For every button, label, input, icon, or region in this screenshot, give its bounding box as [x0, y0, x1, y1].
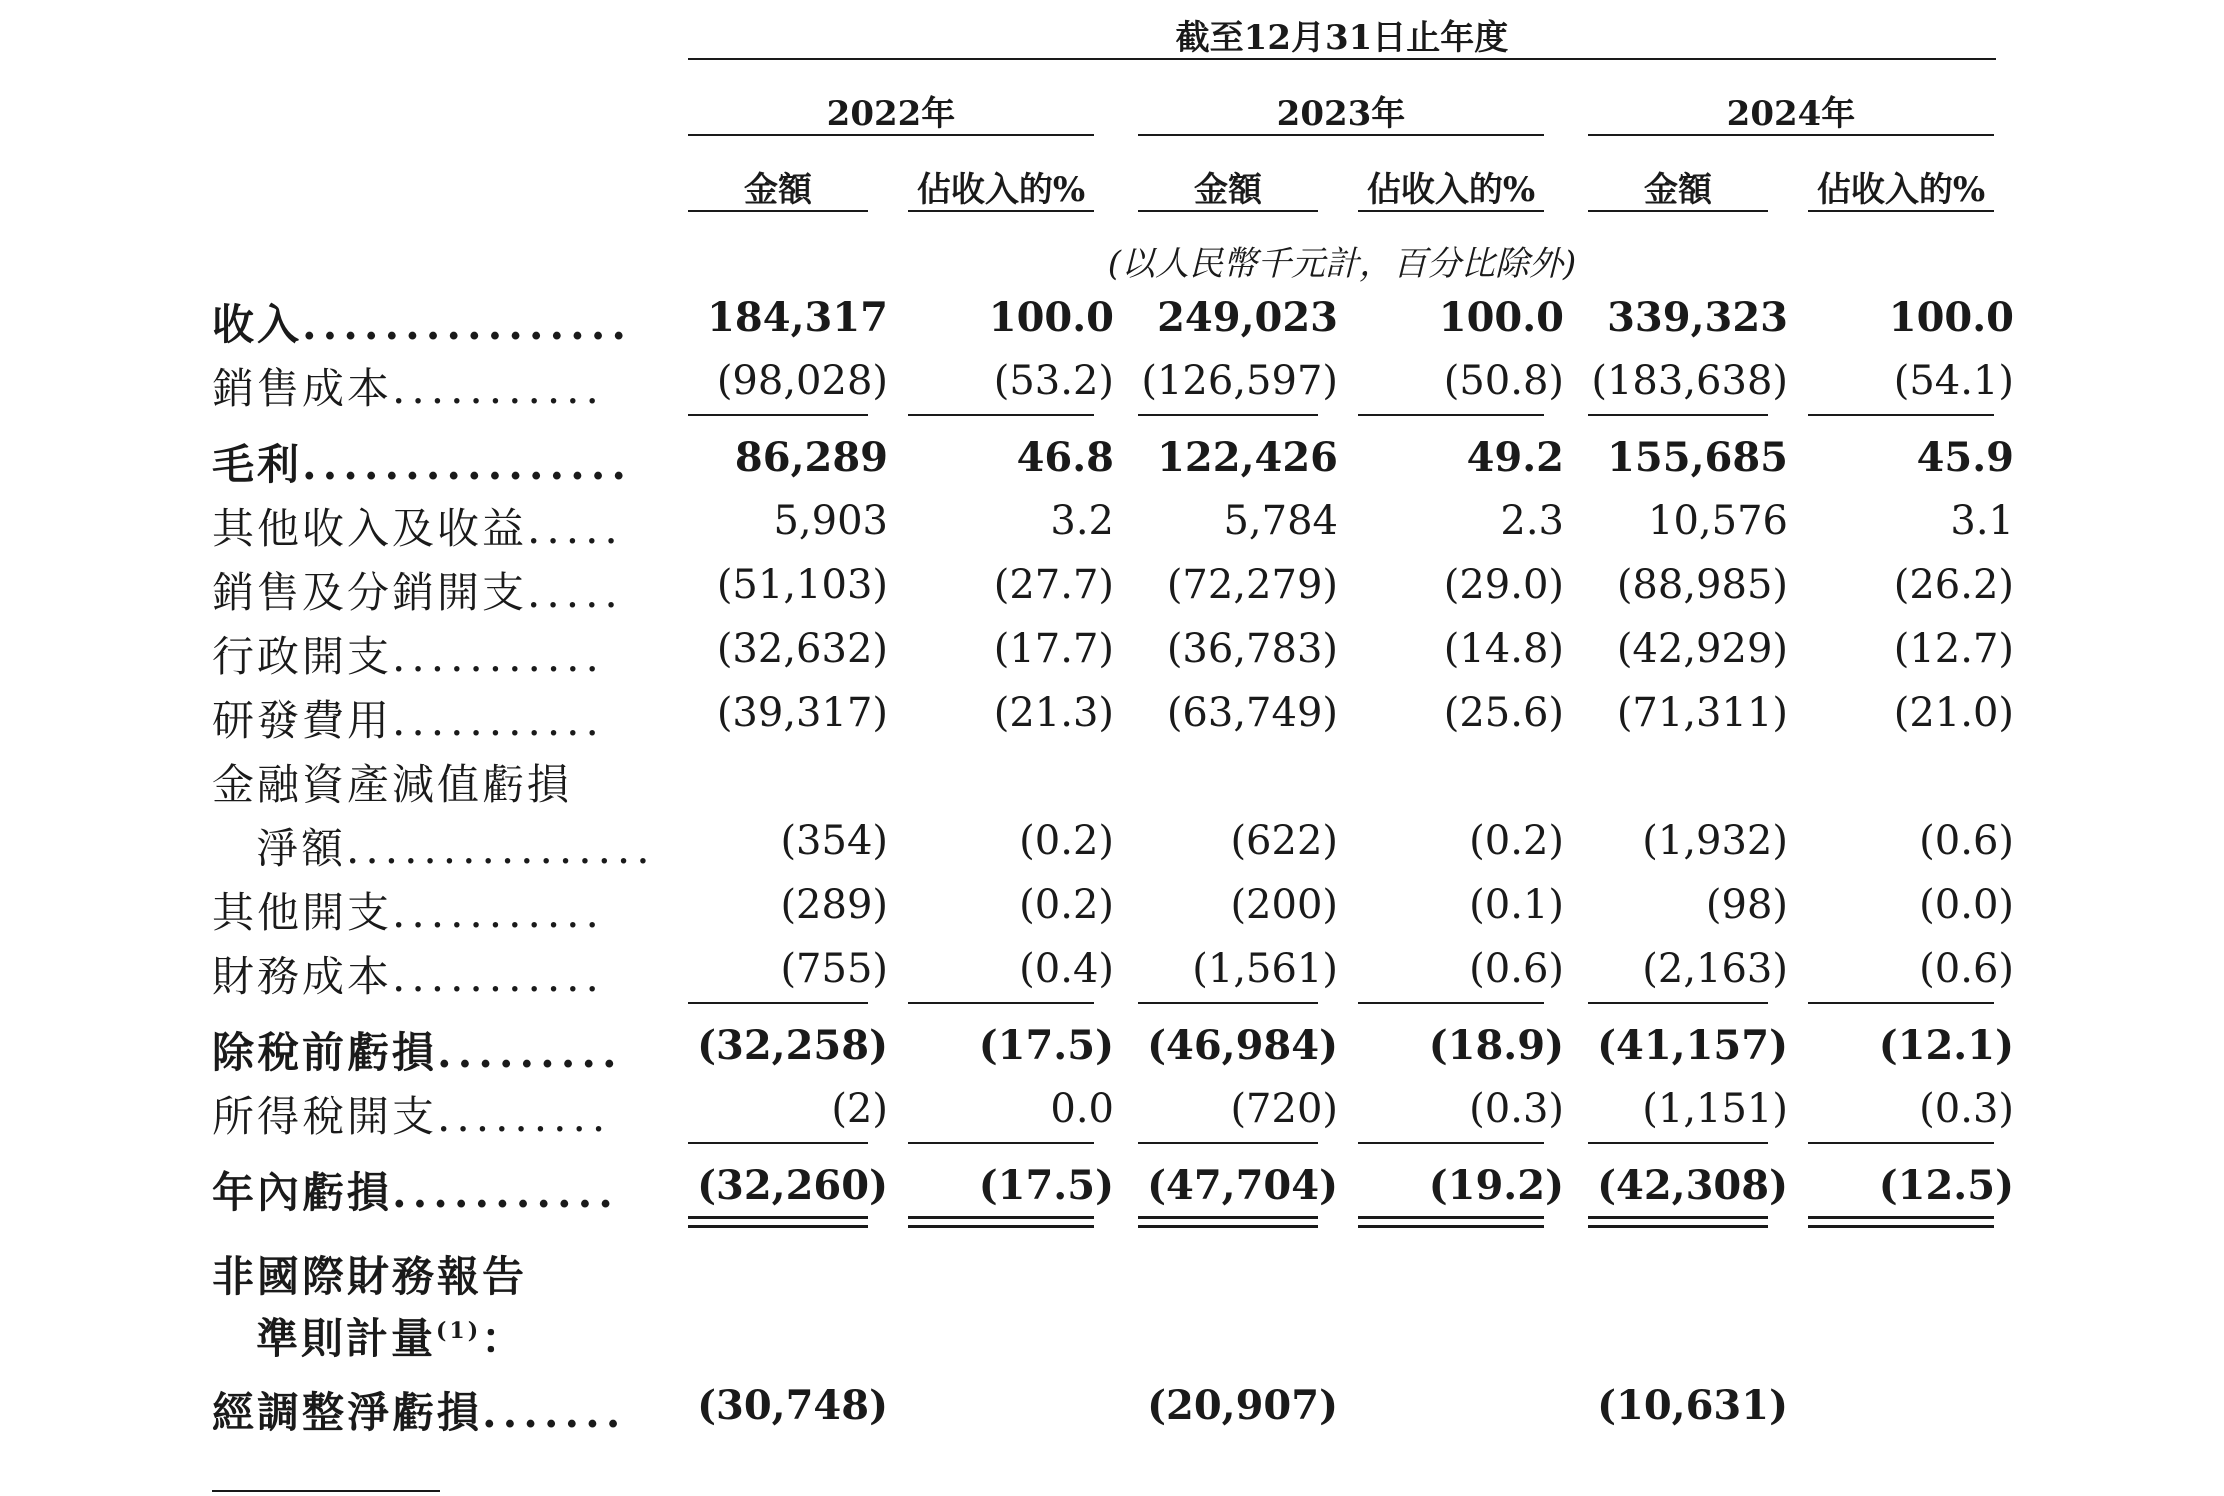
row-value: (39,317) — [716, 690, 888, 736]
row-value: (14.8) — [1443, 626, 1564, 672]
double-underline — [1358, 1216, 1544, 1228]
row-label-text: 研發費用 — [212, 696, 393, 745]
subtotal-underline — [908, 414, 1094, 416]
leader-dots: ........... — [392, 696, 605, 745]
label-suffix: ： — [481, 1314, 527, 1363]
row-label — [212, 560, 660, 620]
row-value: 122,426 — [1157, 434, 1338, 481]
row-value: (32,260) — [697, 1162, 888, 1209]
row-label-text: 所得稅開支 — [212, 1092, 438, 1141]
year-rule-2023 — [1138, 134, 1544, 136]
leader-dots: ..... — [527, 504, 624, 553]
row-value: (53.2) — [993, 358, 1114, 404]
row-label — [212, 944, 660, 1004]
row-value: (47,704) — [1147, 1162, 1338, 1209]
row-value: (720) — [1230, 1086, 1338, 1132]
row-value: (19.2) — [1428, 1162, 1564, 1209]
row-value: (12.5) — [1878, 1162, 2014, 1209]
leader-dots: ................ — [302, 300, 632, 349]
leader-dots: ........... — [392, 888, 605, 937]
row-value: 0.0 — [1050, 1086, 1114, 1132]
row-value: (32,258) — [697, 1022, 888, 1069]
row-value: (18.9) — [1428, 1022, 1564, 1069]
row-value: (29.0) — [1443, 562, 1564, 608]
row-label — [212, 292, 660, 352]
row-value: 3.1 — [1950, 498, 2014, 544]
row-value: (1,561) — [1192, 946, 1338, 992]
row-value: (12.7) — [1893, 626, 2014, 672]
row-value: (72,279) — [1166, 562, 1338, 608]
unit-note: (以人民幣千元計，百分比除外) — [1107, 244, 1577, 284]
row-value: 86,289 — [734, 434, 888, 481]
row-value: 155,685 — [1607, 434, 1788, 481]
row-value: (1,932) — [1642, 818, 1788, 864]
row-value: 339,323 — [1607, 294, 1788, 341]
row-label — [256, 816, 660, 876]
row-label-text: 其他收入及收益 — [212, 504, 528, 553]
row-label-text: 金融資產減值虧損 — [212, 760, 573, 809]
row-value: (17.7) — [993, 626, 1114, 672]
row-value: 100.0 — [988, 294, 1114, 341]
row-value: (2,163) — [1642, 946, 1788, 992]
col-rule — [1358, 210, 1544, 212]
row-value: (354) — [780, 818, 888, 864]
subtotal-underline — [1588, 1002, 1768, 1004]
row-value: (26.2) — [1893, 562, 2014, 608]
row-value: (2) — [831, 1086, 888, 1132]
col-rule — [908, 210, 1094, 212]
row-value: (27.7) — [993, 562, 1114, 608]
row-label-text: 銷售成本 — [212, 364, 393, 413]
row-value: (0.6) — [1919, 946, 2014, 992]
row-label-text: 毛利 — [212, 440, 303, 489]
row-value: 249,023 — [1157, 294, 1338, 341]
row-value: 10,576 — [1648, 498, 1788, 544]
leader-dots: ........... — [392, 632, 605, 681]
row-value: (0.2) — [1019, 818, 1114, 864]
row-value: (32,632) — [716, 626, 888, 672]
row-value: (17.5) — [978, 1022, 1114, 1069]
row-value: (50.8) — [1443, 358, 1564, 404]
leader-dots: ......... — [437, 1028, 623, 1077]
row-value: (1,151) — [1642, 1086, 1788, 1132]
leader-dots: ....... — [482, 1388, 627, 1437]
row-label — [212, 496, 660, 556]
double-underline — [1808, 1216, 1994, 1228]
row-value: (0.1) — [1469, 882, 1564, 928]
leader-dots: ................ — [346, 824, 656, 873]
year-rule-2022 — [688, 134, 1094, 136]
subtotal-underline — [1358, 1142, 1544, 1144]
subtotal-underline — [688, 414, 868, 416]
row-value: 45.9 — [1916, 434, 2014, 481]
col-amount-2024: 金額 — [1644, 170, 1712, 210]
double-underline — [1588, 1216, 1768, 1228]
row-label-text: 非國際財務報告 — [212, 1252, 528, 1301]
row-label-text: 銷售及分銷開支 — [212, 568, 528, 617]
subtotal-underline — [1588, 1142, 1768, 1144]
subtotal-underline — [908, 1142, 1094, 1144]
row-label — [212, 1380, 660, 1440]
row-label — [212, 1020, 660, 1080]
year-rule-2024 — [1588, 134, 1994, 136]
row-value: (12.1) — [1878, 1022, 2014, 1069]
col-pct-2023: 佔收入的% — [1366, 170, 1536, 210]
leader-dots: ........... — [392, 1168, 619, 1217]
row-value: (25.6) — [1443, 690, 1564, 736]
row-value: (0.3) — [1469, 1086, 1564, 1132]
subtotal-underline — [688, 1002, 868, 1004]
row-value: (289) — [780, 882, 888, 928]
col-rule — [1138, 210, 1318, 212]
row-value: (126,597) — [1141, 358, 1338, 404]
row-value: (51,103) — [716, 562, 888, 608]
row-value: (71,311) — [1616, 690, 1788, 736]
subtotal-underline — [1808, 1002, 1994, 1004]
row-value: (42,929) — [1616, 626, 1788, 672]
footnote-marker: (1) — [436, 1318, 482, 1344]
row-value: (46,984) — [1147, 1022, 1338, 1069]
row-value: (0.3) — [1919, 1086, 2014, 1132]
col-amount-2022: 金額 — [744, 170, 812, 210]
row-value: (183,638) — [1591, 358, 1788, 404]
row-value: 5,903 — [773, 498, 888, 544]
subtotal-underline — [1358, 1002, 1544, 1004]
row-value: 2.3 — [1500, 498, 1564, 544]
row-value: (63,749) — [1166, 690, 1338, 736]
row-value: 46.8 — [1016, 434, 1114, 481]
row-value: (88,985) — [1616, 562, 1788, 608]
row-value: (0.2) — [1469, 818, 1564, 864]
period-heading: 截至12月31日止年度 — [1175, 18, 1509, 58]
col-rule — [688, 210, 868, 212]
row-label-text: 年內虧損 — [212, 1168, 393, 1217]
row-label — [212, 1160, 660, 1220]
leader-dots: ........... — [392, 952, 605, 1001]
row-label-text: 其他開支 — [212, 888, 393, 937]
col-pct-2024: 佔收入的% — [1816, 170, 1986, 210]
col-amount-2023: 金額 — [1194, 170, 1262, 210]
row-label — [212, 1244, 660, 1304]
footnote-rule — [212, 1490, 440, 1492]
row-value: 3.2 — [1050, 498, 1114, 544]
subtotal-underline — [1588, 414, 1768, 416]
row-value: (98,028) — [716, 358, 888, 404]
row-value: (0.4) — [1019, 946, 1114, 992]
subtotal-underline — [1358, 414, 1544, 416]
double-underline — [1138, 1216, 1318, 1228]
row-label — [212, 624, 660, 684]
period-rule — [688, 58, 1996, 60]
subtotal-underline — [908, 1002, 1094, 1004]
row-value: 100.0 — [1438, 294, 1564, 341]
row-value: (0.6) — [1919, 818, 2014, 864]
row-value: (41,157) — [1597, 1022, 1788, 1069]
subtotal-underline — [1808, 414, 1994, 416]
row-value: 100.0 — [1888, 294, 2014, 341]
subtotal-underline — [1138, 1002, 1318, 1004]
row-value: (20,907) — [1147, 1382, 1338, 1429]
row-label-text: 財務成本 — [212, 952, 393, 1001]
row-label-text: 行政開支 — [212, 632, 393, 681]
row-value: 5,784 — [1223, 498, 1338, 544]
row-value: (54.1) — [1893, 358, 2014, 404]
row-value: (17.5) — [978, 1162, 1114, 1209]
row-value: (0.0) — [1919, 882, 2014, 928]
row-value: (21.0) — [1893, 690, 2014, 736]
row-label-text: 淨額 — [256, 824, 347, 873]
leader-dots: ........... — [392, 364, 605, 413]
subtotal-underline — [688, 1142, 868, 1144]
row-value: (36,783) — [1166, 626, 1338, 672]
col-rule — [1588, 210, 1768, 212]
row-label — [256, 1306, 660, 1366]
row-label — [212, 432, 660, 492]
year-heading-2022: 2022年 — [826, 94, 956, 134]
row-value: (10,631) — [1597, 1382, 1788, 1429]
subtotal-underline — [1138, 414, 1318, 416]
row-value: (0.2) — [1019, 882, 1114, 928]
row-label-text: 準則計量 — [256, 1314, 437, 1363]
col-rule — [1808, 210, 1994, 212]
row-value: 49.2 — [1466, 434, 1564, 481]
row-value: (200) — [1230, 882, 1338, 928]
row-label — [212, 1084, 660, 1144]
row-value: (30,748) — [697, 1382, 888, 1429]
subtotal-underline — [1138, 1142, 1318, 1144]
row-value: 184,317 — [707, 294, 888, 341]
row-value: (98) — [1705, 882, 1788, 928]
leader-dots: ................ — [302, 440, 632, 489]
row-label-text: 收入 — [212, 300, 303, 349]
row-label — [212, 688, 660, 748]
row-value: (622) — [1230, 818, 1338, 864]
row-label-text: 經調整淨虧損 — [212, 1388, 483, 1437]
double-underline — [688, 1216, 868, 1228]
year-heading-2023: 2023年 — [1276, 94, 1406, 134]
leader-dots: ......... — [437, 1092, 612, 1141]
row-value: (21.3) — [993, 690, 1114, 736]
year-heading-2024: 2024年 — [1726, 94, 1856, 134]
row-value: (42,308) — [1597, 1162, 1788, 1209]
row-value: (0.6) — [1469, 946, 1564, 992]
leader-dots: ..... — [527, 568, 624, 617]
col-pct-2022: 佔收入的% — [916, 170, 1086, 210]
row-label — [212, 880, 660, 940]
double-underline — [908, 1216, 1094, 1228]
row-value: (755) — [780, 946, 888, 992]
row-label-text: 除稅前虧損 — [212, 1028, 438, 1077]
row-label — [212, 356, 660, 416]
row-label — [212, 752, 660, 812]
subtotal-underline — [1808, 1142, 1994, 1144]
